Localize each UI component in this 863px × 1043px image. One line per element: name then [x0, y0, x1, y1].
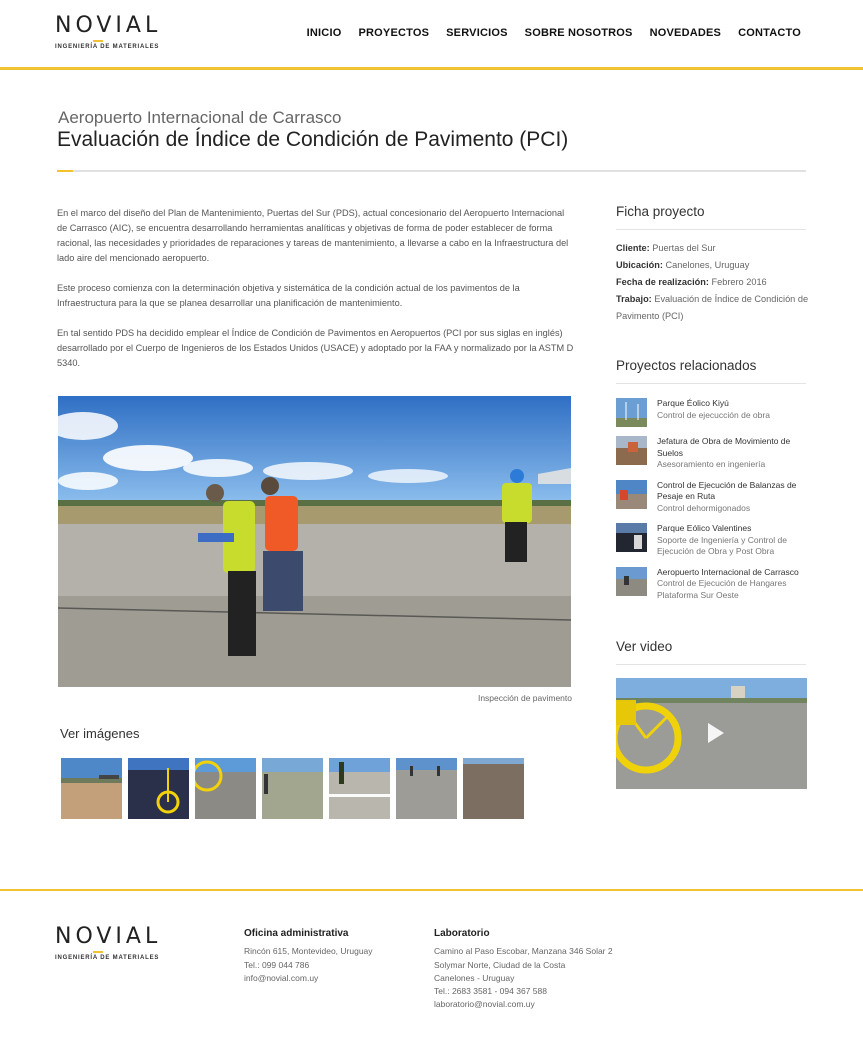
gallery-title: Ver imágenes [60, 726, 140, 741]
site-header [0, 0, 863, 70]
related-item-sub: Control de ejecucción de obra [657, 409, 770, 420]
nav-inicio[interactable]: INICIO [306, 27, 342, 39]
ficha-divider [616, 229, 806, 230]
related-item-sub: Asesoramiento en ingeniería [657, 459, 766, 469]
project-sheet [616, 240, 811, 325]
nav-sobre-nosotros[interactable]: SOBRE NOSOTROS [524, 27, 633, 39]
ficha-value: Evaluación de Índice de Condición de Pavimento (PCI) [616, 294, 809, 321]
related-projects [616, 398, 811, 610]
ficha-value: Febrero 2016 [711, 277, 767, 287]
related-thumb [616, 480, 647, 509]
ficha-value: Puertas del Sur [652, 243, 716, 253]
title-divider-accent [57, 170, 73, 172]
footer-line: Solymar Norte, Ciudad de la Costa [434, 959, 566, 970]
main-nav [307, 27, 801, 39]
footer-line: Camino al Paso Escobar, Manzana 346 Solar 2 [434, 946, 613, 957]
nav-novedades[interactable]: NOVEDADES [649, 27, 722, 39]
related-thumb [616, 398, 647, 427]
photo-caption: Inspección de pavimento [477, 693, 572, 703]
gallery-thumb[interactable] [463, 758, 524, 819]
ficha-label: Fecha de realización: [616, 277, 709, 287]
related-item-sub: Soporte de Ingeniería y Control de Ejecución de Obra y Post Obra [657, 534, 787, 556]
related-item[interactable] [616, 567, 811, 602]
logo-accent [93, 951, 103, 953]
footer-office-title: Oficina administrativa [244, 928, 349, 939]
gallery-thumb[interactable] [329, 758, 390, 819]
project-kicker: Aeropuerto Internacional de Carrasco [58, 108, 342, 127]
gallery-thumb[interactable] [262, 758, 323, 819]
ficha-value: Canelones, Uruguay [665, 260, 750, 270]
related-item-title: Jefatura de Obra de Movimiento de Suelos [657, 436, 791, 458]
related-item-title: Parque Éolico Kiyú [657, 398, 729, 408]
related-title: Proyectos relacionados [616, 358, 757, 373]
ficha-row [616, 274, 811, 291]
ficha-label: Trabajo: [616, 294, 652, 304]
related-item-sub: Control dehormigonados [657, 502, 751, 513]
related-item-title: Aeropuerto Internacional de Carrasco [657, 566, 799, 577]
page-title: Evaluación de Índice de Condición de Pavimento (PCI) [57, 128, 569, 151]
footer-divider [0, 889, 863, 891]
logo-wordmark: NOVIAL [55, 13, 162, 38]
gallery-thumb[interactable] [195, 758, 256, 819]
paragraph: En tal sentido PDS ha decidido emplear el Índice de Condición de Pavimentos en Aeropuertos (PCI por sus siglas en inglés) desarrollado por el Cuerpo de Ingenieros de los Estados Unidos (USACE) y adoptado por la FAA y normalizado por la ASTM D 5340. [57, 328, 574, 368]
logo-tagline: INGENIERÍA DE MATERIALES [55, 955, 160, 961]
logo-tagline: INGENIERÍA DE MATERIALES [55, 44, 160, 50]
footer-line: Canelones - Uruguay [434, 972, 515, 983]
video-player[interactable] [616, 678, 807, 789]
related-item-title: Parque Eólico Valentines [657, 523, 752, 533]
image-gallery [61, 758, 524, 819]
title-divider [57, 170, 806, 172]
footer-lab-title: Laboratorio [434, 928, 490, 939]
ficha-title: Ficha proyecto [616, 204, 705, 219]
nav-contacto[interactable]: CONTACTO [738, 27, 801, 39]
paragraph: En el marco del diseño del Plan de Mantenimiento, Puertas del Sur (PDS), actual concesionario del Aeropuerto Internacional de Carrasco (AIC), se encuentra desarrollando herramientas analíticas y objetivas de forma de poder establecer de forma racional, las necesidades y prioridades de reparaciones y tareas de mantenimiento, a llevarse a cabo en la Infraestructura del lado aire del mencionado aeropuerto. [57, 208, 569, 263]
related-thumb [616, 436, 647, 465]
footer-line: Tel.: 099 044 786 [244, 959, 310, 970]
paragraph: Este proceso comienza con la determinación objetiva y sistemática de la condición actual de los pavimentos de la Infraestructura para la que se planea desarrollar una planificación de mantenimiento. [57, 283, 520, 308]
project-description [57, 206, 575, 386]
footer-office [244, 927, 373, 985]
footer-lab [434, 927, 613, 1012]
gallery-thumb[interactable] [61, 758, 122, 819]
ficha-row [616, 291, 811, 325]
related-divider [616, 383, 806, 384]
footer-line: Rincón 615, Montevideo, Uruguay [244, 946, 373, 957]
related-item[interactable] [616, 398, 811, 427]
related-item-sub: Control de Ejecución de Hangares Plataforma Sur Oeste [657, 578, 787, 600]
video-divider [616, 664, 806, 665]
related-item-title: Control de Ejecución de Balanzas de Pesaje en Ruta [657, 479, 797, 501]
footer-email[interactable]: info@novial.com.uy [244, 972, 319, 983]
footer-logo[interactable] [55, 925, 161, 961]
ficha-row [616, 257, 811, 274]
ficha-label: Cliente: [616, 243, 650, 253]
gallery-thumb[interactable] [128, 758, 189, 819]
nav-proyectos[interactable]: PROYECTOS [358, 27, 430, 39]
logo[interactable] [55, 14, 161, 50]
related-item[interactable] [616, 480, 811, 515]
logo-wordmark: NOVIAL [55, 924, 162, 949]
related-item[interactable] [616, 436, 811, 471]
gallery-thumb[interactable] [396, 758, 457, 819]
related-thumb [616, 523, 647, 552]
main-photo [58, 396, 571, 687]
nav-servicios[interactable]: SERVICIOS [446, 27, 508, 39]
footer-email[interactable]: laboratorio@novial.com.uy [434, 999, 535, 1010]
logo-accent [93, 40, 103, 42]
related-item[interactable] [616, 523, 811, 558]
ficha-row [616, 240, 811, 257]
ficha-label: Ubicación: [616, 260, 663, 270]
related-thumb [616, 567, 647, 596]
footer-line: Tel.: 2683 3581 - 094 367 588 [434, 986, 547, 997]
video-title: Ver video [616, 639, 673, 654]
